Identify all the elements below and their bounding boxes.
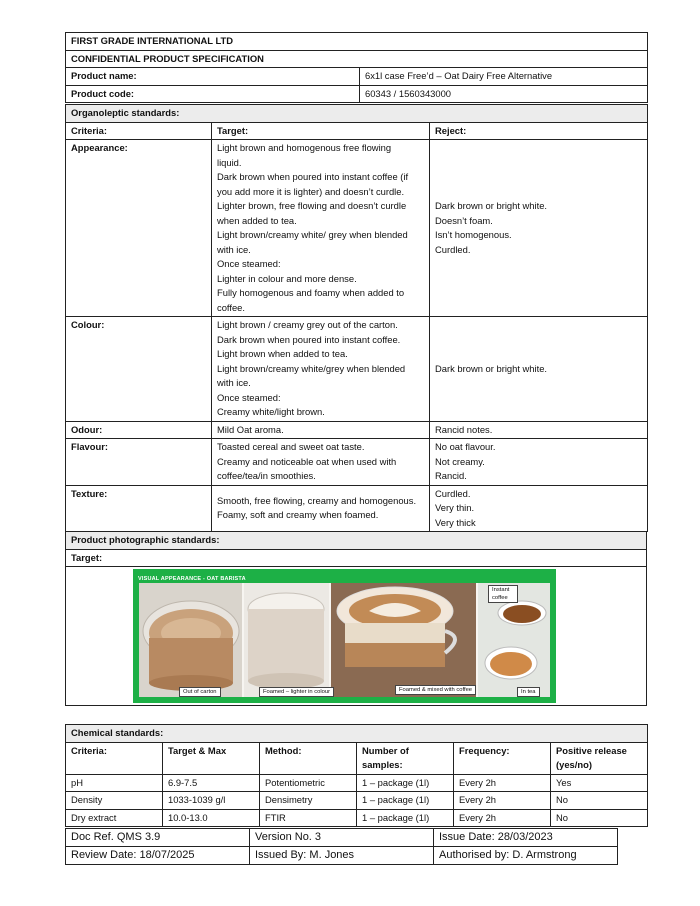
target-line: Lighter in colour and more dense. (217, 272, 357, 284)
caption-foamed: Foamed – lighter in colour (259, 687, 334, 697)
review-date: Review Date: 18/07/2025 (66, 847, 250, 865)
target-line: coffee. (217, 301, 245, 313)
target-line: Light brown and homogenous free flowing (217, 142, 392, 153)
organoleptic-row (66, 421, 648, 439)
target-line: with ice. (217, 243, 251, 255)
reject-line: Curdled. (435, 243, 471, 255)
target-cell (212, 485, 430, 532)
target-line: Dark brown when poured into instant coffee. (217, 333, 401, 345)
reject-line: Doesn’t foam. (435, 214, 493, 226)
chemical-row (66, 809, 648, 827)
target-line: coffee/tea/in smoothies. (217, 470, 316, 481)
reject-line: Not creamy. (435, 455, 485, 467)
target-cell (212, 317, 430, 422)
reject-line: Rancid. (435, 470, 467, 481)
target-line: Light brown/creamy white/ grey when blended (217, 229, 408, 240)
criteria-cell: Appearance: (66, 140, 212, 317)
target-cell (212, 421, 430, 439)
target-line: when added to tea. (217, 214, 297, 226)
chemical-cell: Every 2h (454, 774, 551, 792)
photo-cell (66, 567, 647, 706)
reject-cell (430, 439, 648, 486)
chemical-cell: 1 – package (1l) (357, 774, 454, 792)
target-line: Foamy, soft and creamy when foamed. (217, 509, 379, 521)
chemical-column-header: Number of samples: (357, 742, 454, 774)
reject-cell (430, 485, 648, 532)
target-line: Light brown / creamy grey out of the carton. (217, 319, 398, 330)
issued-by: Issued By: M. Jones (250, 847, 434, 865)
product-name-value: 6x1l case Free’d – Oat Dairy Free Alternative (360, 68, 648, 86)
criteria-cell: Colour: (66, 317, 212, 422)
chemical-column-header: Positive release (yes/no) (551, 742, 648, 774)
target-line: Toasted cereal and sweet oat taste. (217, 441, 365, 452)
target-line: Lighter brown, free flowing and doesn’t curdle (217, 200, 407, 211)
target-line: liquid. (217, 156, 242, 168)
chemical-row (66, 774, 648, 792)
photo-collage (139, 583, 550, 697)
chemical-column-header: Target & Max (163, 742, 260, 774)
caption-out-of-carton: Out of carton (179, 687, 221, 697)
target-line: Mild Oat aroma. (217, 423, 284, 435)
version-number: Version No. 3 (250, 829, 434, 847)
company-name: FIRST GRADE INTERNATIONAL LTD (66, 33, 648, 51)
chemical-cell: 1033-1039 g/l (163, 792, 260, 810)
target-line: Creamy and noticeable oat when used with (217, 455, 397, 467)
reject-line: Rancid notes. (435, 423, 493, 435)
authorised-by: Authorised by: D. Armstrong (434, 847, 618, 865)
organoleptic-table (65, 104, 648, 532)
chemical-cell: Every 2h (454, 792, 551, 810)
target-line: Once steamed: (217, 391, 281, 403)
document-type: CONFIDENTIAL PRODUCT SPECIFICATION (66, 50, 648, 68)
criteria-cell: Flavour: (66, 439, 212, 486)
chemical-cell: pH (66, 774, 163, 792)
chemical-cell: No (551, 809, 648, 827)
target-line: with ice. (217, 377, 251, 388)
chemical-cell: 10.0-13.0 (163, 809, 260, 827)
chemical-cell: Dry extract (66, 809, 163, 827)
product-code-value: 60343 / 1560343000 (360, 85, 648, 103)
reject-cell (430, 140, 648, 317)
document-footer (65, 828, 618, 865)
reject-line: Curdled. (435, 487, 471, 499)
reject-line: Dark brown or bright white. (435, 200, 548, 211)
product-code-label: Product code: (66, 85, 360, 103)
chemical-cell: Yes (551, 774, 648, 792)
target-line: Light brown/creamy white/grey when blended (217, 362, 406, 374)
reject-line: Dark brown or bright white. (435, 362, 548, 374)
chemical-row (66, 792, 648, 810)
product-photo (133, 569, 556, 703)
photographic-standards-table (65, 531, 647, 706)
target-line: Creamy white/light brown. (217, 406, 325, 417)
doc-ref: Doc Ref. QMS 3.9 (66, 829, 250, 847)
target-line: Smooth, free flowing, creamy and homogenous. (217, 494, 417, 506)
criteria-cell: Odour: (66, 421, 212, 439)
column-header-target: Target: (212, 122, 430, 140)
organoleptic-title: Organoleptic standards: (66, 105, 648, 123)
chemical-title: Chemical standards: (66, 725, 648, 743)
product-name-label: Product name: (66, 68, 360, 86)
chemical-cell: Potentiometric (260, 774, 357, 792)
caption-in-tea: In tea (517, 687, 540, 697)
chemical-column-header: Criteria: (66, 742, 163, 774)
organoleptic-row (66, 485, 648, 532)
chemical-cell: No (551, 792, 648, 810)
organoleptic-row (66, 140, 648, 317)
column-header-reject: Reject: (430, 122, 648, 140)
chemical-cell: Density (66, 792, 163, 810)
target-line: Light brown when added to tea. (217, 348, 348, 359)
caption-foamed-mixed: Foamed & mixed with coffee (395, 685, 476, 695)
photo-title: Product photographic standards: (66, 532, 647, 550)
chemical-column-header: Frequency: (454, 742, 551, 774)
column-header-criteria: Criteria: (66, 122, 212, 140)
photo-banner-title: VISUAL APPEARANCE - OAT BARISTA (138, 576, 246, 582)
chemical-cell: FTIR (260, 809, 357, 827)
chemical-cell: 6.9-7.5 (163, 774, 260, 792)
target-line: Fully homogenous and foamy when added to (217, 287, 405, 298)
target-line: you add more it is lighter) and doesn’t curdle. (217, 185, 405, 197)
issue-date: Issue Date: 28/03/2023 (434, 829, 618, 847)
target-cell (212, 439, 430, 486)
target-line: Once steamed: (217, 258, 281, 269)
reject-line: No oat flavour. (435, 441, 496, 452)
chemical-cell: 1 – package (1l) (357, 809, 454, 827)
chemical-cell: Densimetry (260, 792, 357, 810)
target-line: Dark brown when poured into instant coffee (if (217, 171, 409, 182)
chemical-column-header: Method: (260, 742, 357, 774)
chemical-cell: Every 2h (454, 809, 551, 827)
product-header-table (65, 32, 648, 103)
photo-target-label: Target: (66, 549, 647, 567)
reject-line: Very thin. (435, 502, 475, 513)
chemical-standards-table (65, 724, 648, 827)
reject-line: Very thick (435, 516, 476, 528)
organoleptic-row (66, 439, 648, 486)
criteria-cell: Texture: (66, 485, 212, 532)
organoleptic-row (66, 317, 648, 422)
chemical-cell: 1 – package (1l) (357, 792, 454, 810)
reject-cell (430, 421, 648, 439)
reject-line: Isn’t homogenous. (435, 229, 512, 240)
caption-instant-coffee: Instant coffee (488, 585, 518, 603)
target-cell (212, 140, 430, 317)
reject-cell (430, 317, 648, 422)
